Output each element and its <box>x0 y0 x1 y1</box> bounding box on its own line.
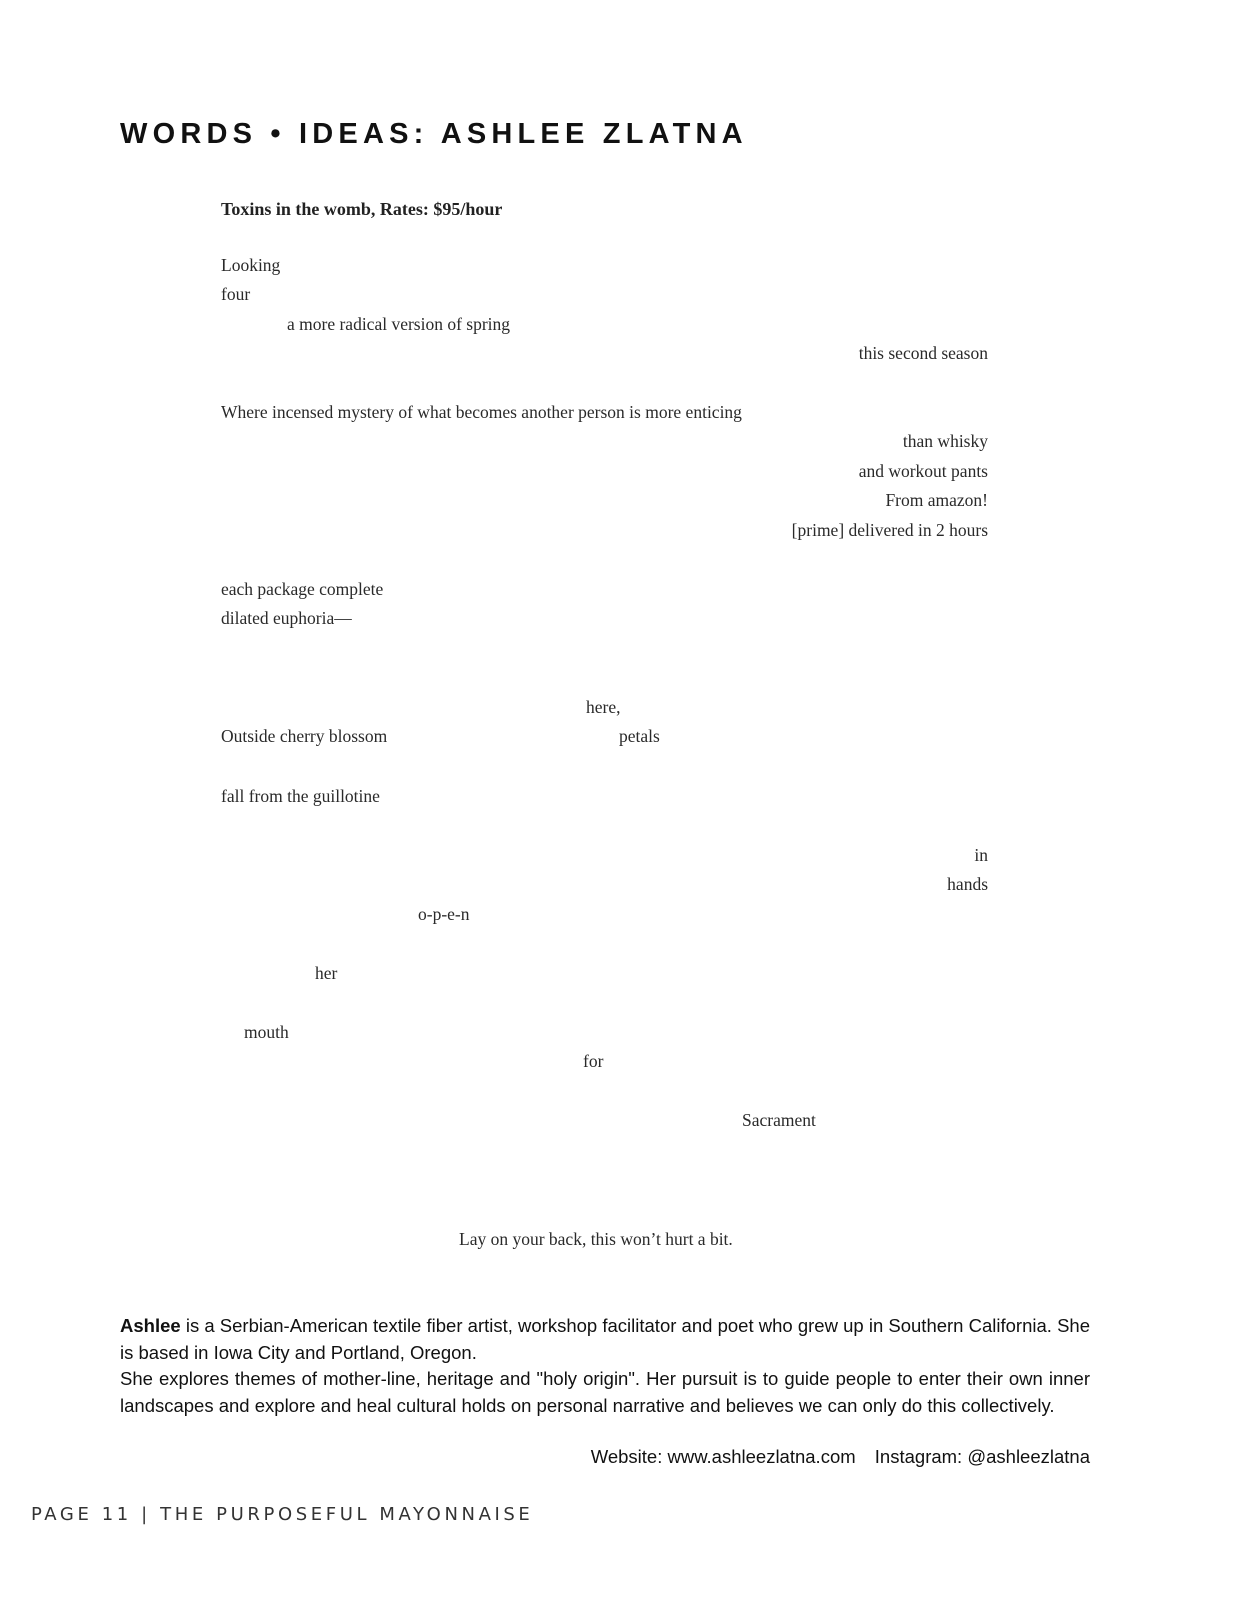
poem-line: fall from the guillotine <box>221 786 380 806</box>
poem-line: and workout pants <box>858 461 988 481</box>
poem-line: [prime] delivered in 2 hours <box>791 520 988 540</box>
poem-line: each package complete <box>221 579 384 599</box>
poem-line: for <box>583 1051 604 1071</box>
poem-line: dilated euphoria— <box>221 608 352 628</box>
bio-paragraph-2: She explores themes of mother-line, heritage and "holy origin". Her pursuit is to guide people to enter their own inner landscapes and explore and heal cultural holds on personal narrative and believes we can only do this collectively. <box>120 1368 1090 1416</box>
poem-line: a more radical version of spring <box>287 314 511 334</box>
poem-line: From amazon! <box>885 490 988 510</box>
bio-paragraph-1 <box>120 1313 1090 1366</box>
poem-line: four <box>221 284 251 304</box>
poem-line: here, <box>586 697 621 717</box>
bio-text-1: is a Serbian-American textile fiber artist, workshop facilitator and poet who grew up in Southern California. She is based in Iowa City and Portland, Oregon. <box>120 1315 1090 1363</box>
poem-title: Toxins in the womb, Rates: $95/hour <box>221 199 503 219</box>
poem-line: this second season <box>858 343 988 363</box>
poem-line: than whisky <box>902 431 988 451</box>
poem-line: mouth <box>244 1022 289 1042</box>
page-footer: PAGE 11 | THE PURPOSEFUL MAYONNAISE <box>31 1504 534 1525</box>
poem-line: in <box>974 845 988 865</box>
poem-line: her <box>315 963 338 983</box>
poem-line: petals <box>619 726 660 746</box>
contact-links <box>577 1446 1090 1468</box>
website-link[interactable]: Website: www.ashleezlatna.com <box>590 1446 856 1467</box>
poem-line: Lay on your back, this won’t hurt a bit. <box>459 1229 733 1249</box>
poem-line: Outside cherry blossom <box>221 726 388 746</box>
author-bio <box>120 1313 1090 1419</box>
poem-line: Looking <box>221 255 281 275</box>
page-title: WORDS • IDEAS: ASHLEE ZLATNA <box>120 118 748 150</box>
author-name: Ashlee <box>120 1315 181 1336</box>
instagram-link[interactable]: Instagram: @ashleezlatna <box>874 1446 1090 1467</box>
poem-line: o-p-e-n <box>418 904 470 924</box>
poem-line: hands <box>947 874 988 894</box>
poem-line: Where incensed mystery of what becomes another person is more enticing <box>221 402 742 422</box>
poem-line: Sacrament <box>742 1110 816 1130</box>
